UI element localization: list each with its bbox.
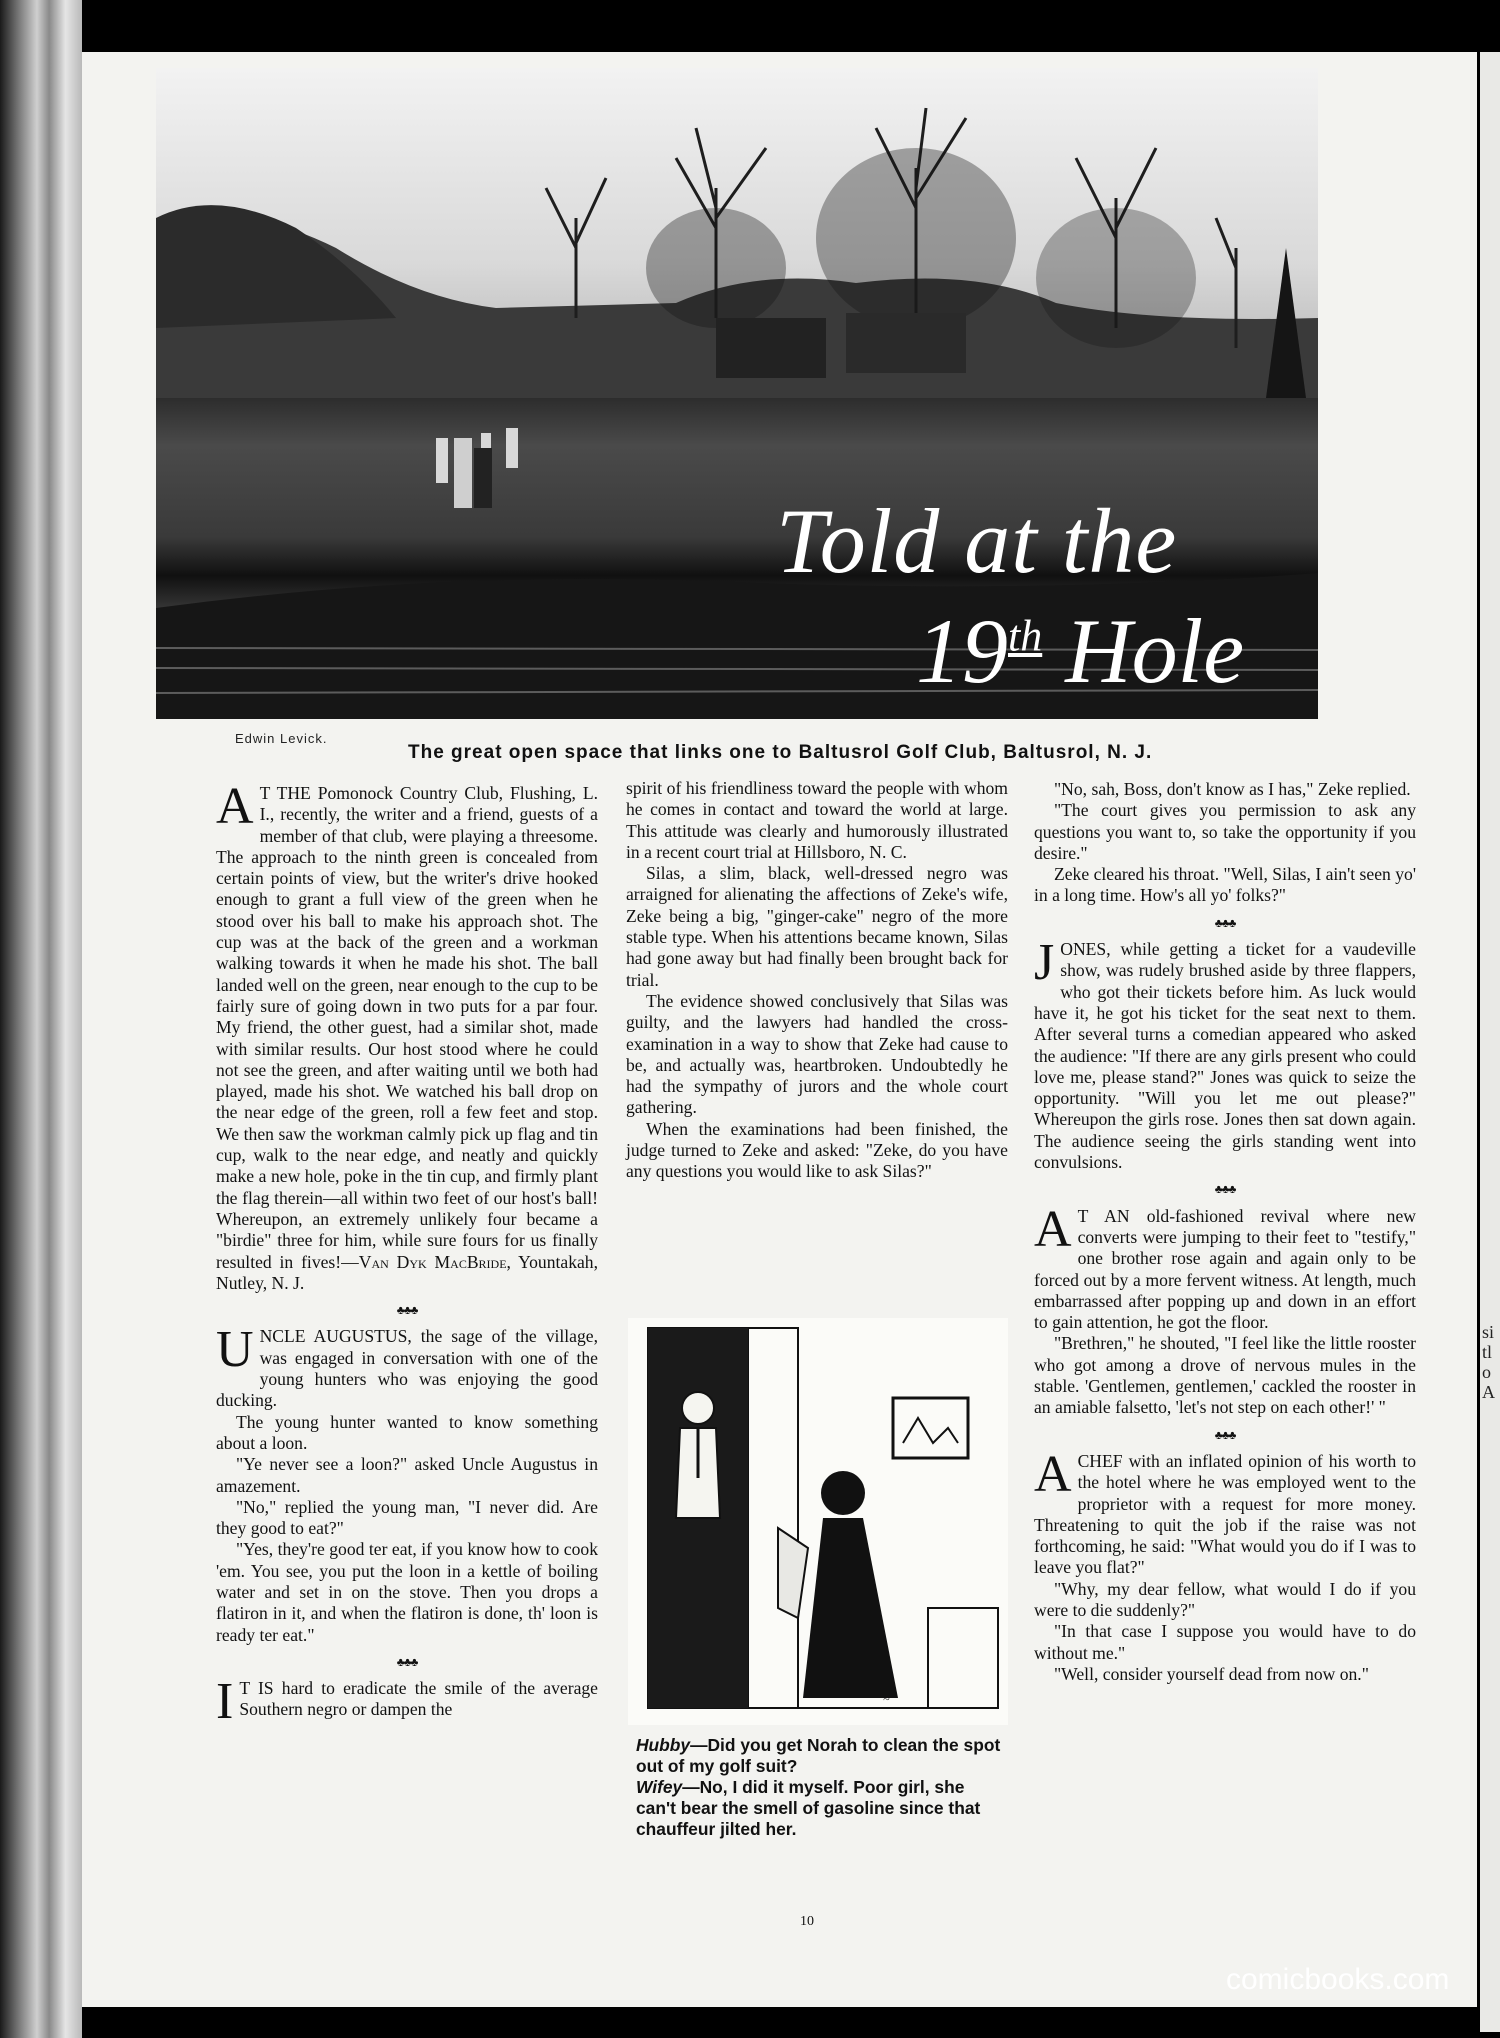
cartoon-drawing	[628, 1318, 1008, 1725]
story-southern	[216, 1673, 598, 1731]
article-title-line1: Told at the	[776, 490, 1178, 592]
story-text: Pomonock Country Club, Flushing, L. I., recently, the writer and a friend, guests of a member of that club, were playing a threesome. The approach to the ninth green is concealed from certain points of view, but the writer's drive hooked enough to grant a full view of the green when he stood over his ball to make his approach shot. The cup was at the back of the green and a workman walking towards it when he made his shot. The ball landed well on the green, near enough to the cup to be fairly sure of going down in two puts for a par four. My friend, the other guest, had a similar shot, made with similar results. Our host stood where he could not see the green, and after waiting until we both had played, made his shot. We watched his ball drop on the near edge of the green, roll a few feet and stop. We then saw the workman calmly pick up flag and tin cup, walk to the near edge, and neatly and quickly make a new hole, poke in the tin cup, and firmly plant the flag therein—all within two feet of our host's ball! Whereupon, an extremely unlikely four became a "birdie" three for him, while sure fours for us finally resulted in fives!—	[216, 783, 598, 1272]
paragraph: "No," replied the young man, "I never did. Are they good to eat?"	[216, 1496, 598, 1539]
lead-in: T IS	[239, 1678, 274, 1699]
section-ornament: ♣♣♣	[1214, 1427, 1236, 1442]
byline-location: Yountakah, Nutley, N. J.	[216, 1251, 598, 1293]
drop-cap: A	[1034, 1200, 1072, 1258]
paragraph: "Well, consider yourself dead from now on."	[1054, 1663, 1369, 1684]
lead-in: T THE	[259, 783, 311, 803]
article-title-line2	[916, 598, 1244, 704]
paragraph: "In that case I suppose you would have to do without me."	[1034, 1621, 1416, 1663]
title-ordinal: th	[1008, 611, 1043, 661]
paragraph: The evidence showed conclusively that Silas was guilty, and the lawyers had handled the cross-examination in a way to show that Zeke had cause to be, and actually was, heartbroken. Undoubtedly he had the sympathy of jurors and the whole court gathering.	[626, 990, 1008, 1118]
story-pomonock	[216, 778, 598, 1294]
title-number: 19	[916, 600, 1008, 702]
section-ornament: ♣♣♣	[1214, 915, 1236, 930]
drop-cap: U	[216, 1321, 254, 1379]
book-binding-left	[0, 0, 82, 2038]
paragraph: "Yes, they're good ter eat, if you know how to cook 'em. You see, you put the loon in a kettle of boiling water and set in on the stove. Then you drops a flatiron in it, and when the flatiron is done, th' loon is ready ter eat."	[216, 1539, 598, 1645]
paragraph: The young hunter wanted to know something about a loon.	[216, 1411, 598, 1453]
lead-in: T AN	[1077, 1205, 1130, 1226]
column-1	[216, 778, 598, 1731]
lead-in: NCLE AUGUSTUS,	[259, 1326, 412, 1347]
caption-speaker-hubby: Hubby	[636, 1735, 691, 1755]
section-ornament: ♣♣♣	[1214, 1182, 1236, 1197]
caption-speaker-wifey: Wifey	[636, 1777, 683, 1797]
svg-text:~: ~	[883, 1692, 890, 1706]
caption-line-wifey: —No, I did it myself. Poor girl, she can't bear the smell of gasoline since that chauffeur jilted her.	[636, 1777, 981, 1839]
paragraph: "The court gives you permission to ask any questions you want to, so take the opportunity if you desire."	[1034, 800, 1416, 863]
title-hole-word: Hole	[1065, 600, 1245, 702]
drop-cap: A	[216, 778, 254, 835]
photo-caption: The great open space that links one to Baltusrol Golf Club, Baltusrol, N. J.	[408, 742, 1153, 763]
story-text: with an inflated opinion of his worth to the hotel where he was employed went to the proprietor with a request for more money. Threatening to quit the job if the raise was not forthcoming, he said: "What would you do if I was to leave you flat?"	[1034, 1450, 1416, 1578]
paragraph: When the examinations had been finished, the judge turned to Zeke and asked: "Zeke, do you have any questions you would like to ask Silas?"	[626, 1118, 1008, 1182]
section-ornament: ♣♣♣	[396, 1654, 418, 1669]
paragraph: "No, sah, Boss, don't know as I has," Zeke replied.	[1054, 779, 1411, 799]
column-2	[626, 778, 1008, 1183]
next-page-edge: si tl o A	[1480, 52, 1500, 2032]
paragraph: spirit of his friendliness toward the people with whom he comes in contact and toward the world at large. This attitude was clearly and humorously illustrated in a recent court trial at Hillsboro, N. C.	[626, 778, 1008, 862]
page-number: 10	[800, 1914, 814, 1929]
watermark-logo: comicbooks.com	[1226, 1963, 1450, 1996]
story-revival	[1034, 1200, 1416, 1334]
cartoon-caption	[636, 1735, 1006, 1840]
story-text: while getting a ticket for a vaudeville show, was rudely brushed aside by three flappers, who got their tickets before him. As luck would have it, he got his ticket for the seat next to them. After several turns a comedian appeared who asked the audience: "If there are any girls present who could love me, please stand?" Jones was quick to seize the opportunity. "Will you let me out please?" Whereupon the girls rose. Jones then sat down again. The audience seeing the girls standing went into convulsions.	[1034, 939, 1416, 1173]
lead-in: CHEF	[1077, 1450, 1123, 1471]
cartoon-illustration	[628, 1318, 1008, 1725]
photo-credit: Edwin Levick.	[235, 731, 328, 746]
paragraph: Silas, a slim, black, well-dressed negro was arraigned for alienating the affections of Zeke's wife, Zeke being a big, "ginger-cake" negro of the more stable type. When his attentions became known, Silas had gone away but had finally been brought back for trial.	[626, 863, 1008, 990]
column-3	[1034, 779, 1416, 1685]
story-jones	[1034, 934, 1416, 1173]
paragraph: "Ye never see a loon?" asked Uncle Augustus in amazement.	[216, 1454, 598, 1496]
drop-cap: J	[1034, 934, 1055, 992]
drop-cap: A	[1034, 1445, 1072, 1503]
caption-line-hubby: —Did you get Norah to clean the spot out of my golf suit?	[636, 1735, 1001, 1776]
paragraph: Zeke cleared his throat. "Well, Silas, I ain't seen yo' in a long time. How's all yo' folks?"	[1034, 864, 1416, 906]
paragraph: "Brethren," he shouted, "I feel like the little rooster who got among a drove of nervous mules in the stable. 'Gentlemen, gentlemen,' cackled the rooster in an amiable falsetto, 'let's not step on each other!' "	[1034, 1333, 1416, 1418]
story-text: the sage of the village, was engaged in conversation with one of the young hunters who was enjoying the good ducking.	[216, 1326, 598, 1411]
golf-course-photo	[156, 68, 1318, 719]
story-text: hard to eradicate the smile of the average Southern negro or dampen the	[239, 1678, 598, 1720]
lead-in: ONES,	[1060, 939, 1111, 960]
section-ornament: ♣♣♣	[396, 1303, 418, 1318]
paragraph: "Why, my dear fellow, what would I do if you were to die suddenly?"	[1034, 1578, 1416, 1620]
story-text: old-fashioned revival where new converts were jumping to their feet to "testify," one brother rose again and again only to be forced out by a more fervent witness. At length, much embarrassed after popping up and down in an effort to gain attention, he got the floor.	[1034, 1205, 1416, 1333]
drop-cap: I	[216, 1673, 234, 1731]
story-chef	[1034, 1445, 1416, 1579]
byline: Van Dyk MacBride,	[358, 1251, 511, 1272]
story-uncle-augustus	[216, 1321, 598, 1411]
